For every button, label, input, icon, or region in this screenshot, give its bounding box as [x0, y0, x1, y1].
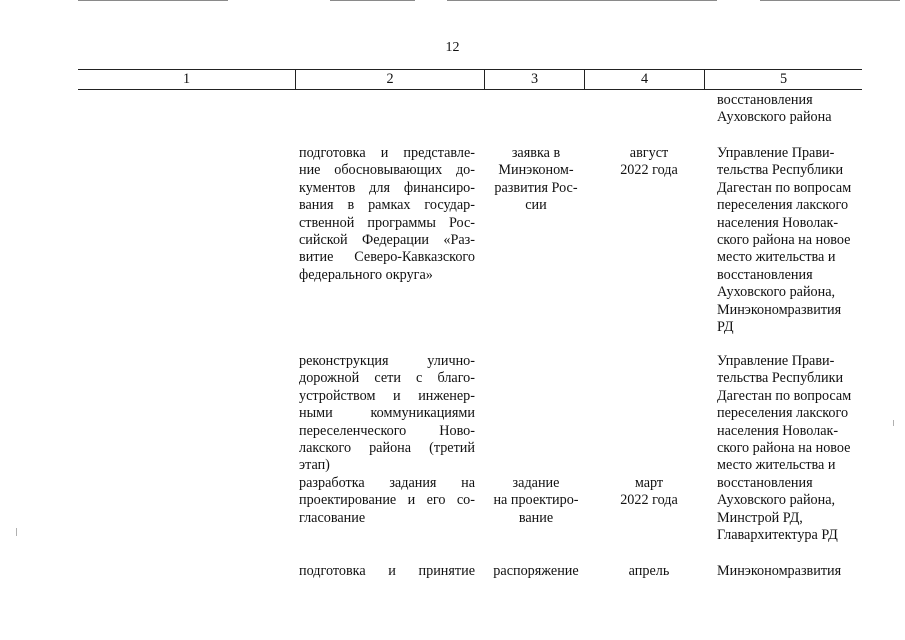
- text-line: федерального округа»: [299, 266, 433, 283]
- text-line: переселения лакского: [717, 197, 849, 214]
- text-line: кументов для финансиро-: [299, 179, 475, 196]
- text-line: проектирование и его со-: [299, 492, 475, 509]
- scan-mark: [893, 420, 894, 426]
- text-line: устройством и инженер-: [299, 387, 475, 404]
- text-line: подготовка и принятие: [299, 563, 475, 579]
- text-line: витие Северо-Кавказского: [299, 249, 475, 266]
- text-line: на проектиро-: [493, 492, 579, 509]
- text-line: вание: [518, 509, 554, 526]
- scan-mark: [16, 528, 17, 536]
- text-line: восстановления: [717, 266, 813, 283]
- row-4-activity: [299, 563, 475, 580]
- text-line: ского района на новое: [717, 440, 851, 457]
- text-line: дорожной сети с благо-: [299, 370, 475, 387]
- text-line: этап): [299, 457, 330, 474]
- table-header-row: [78, 69, 862, 90]
- text-line: вания в рамках государ-: [299, 197, 475, 214]
- header-col-1: 1: [182, 71, 191, 87]
- text-line: ственной программы Рос-: [299, 214, 475, 231]
- text-line: населения Новолак-: [717, 422, 839, 439]
- text-line: населения Новолак-: [717, 214, 839, 231]
- row-1-activity: [299, 145, 475, 284]
- text-line: переселения лакского: [717, 405, 849, 422]
- text-line: Главархитектура РД: [717, 527, 838, 544]
- text-line: Ауховского района: [717, 109, 832, 126]
- text-line: Минэкономразвития: [717, 563, 842, 579]
- text-line: лакского района (третий: [299, 440, 475, 457]
- text-line: подготовка и представле-: [299, 145, 475, 161]
- row-3-document: [486, 475, 586, 527]
- text-line: ского района на новое: [717, 232, 851, 249]
- text-line: разработка задания на: [299, 475, 475, 491]
- row-2-responsible: [717, 353, 867, 544]
- text-line: ние обосновывающих до-: [299, 162, 475, 179]
- text-line: 2022 года: [620, 162, 678, 179]
- header-col-5: 5: [779, 71, 788, 87]
- text-line: тельства Республики: [717, 370, 844, 387]
- text-line: Ауховского района,: [717, 492, 836, 509]
- text-line: Управление Прави-: [717, 353, 835, 369]
- top-edge-rule: [447, 0, 717, 1]
- text-line: РД: [717, 319, 734, 336]
- text-line: место жительства и: [717, 457, 836, 474]
- text-line: распоряжение: [493, 563, 579, 579]
- row-3-deadline: [599, 475, 699, 510]
- row-2-activity: [299, 353, 475, 475]
- text-line: развития Рос-: [494, 179, 578, 196]
- text-line: 2022 года: [620, 492, 678, 509]
- text-line: место жительства и: [717, 249, 836, 266]
- text-line: сийской Федерации «Раз-: [299, 232, 475, 249]
- text-line: Минстрой РД,: [717, 509, 803, 526]
- top-edge-rule: [330, 0, 415, 1]
- text-line: гласование: [299, 509, 366, 526]
- page-number: 12: [445, 40, 460, 55]
- top-edge-rule: [760, 0, 900, 1]
- header-col-4: 4: [640, 71, 649, 87]
- row-1-document: [486, 145, 586, 215]
- text-line: ными коммуникациями: [299, 405, 475, 422]
- header-col-3: 3: [530, 71, 539, 87]
- text-line: Дагестан по вопросам: [717, 179, 852, 196]
- row-4-responsible: [717, 563, 867, 580]
- text-line: заявка в: [511, 145, 561, 161]
- text-line: тельства Республики: [717, 162, 844, 179]
- text-line: март: [634, 475, 664, 491]
- row-3-activity: [299, 475, 475, 527]
- text-line: переселенческого Ново-: [299, 422, 475, 439]
- row-4-deadline: [599, 563, 699, 580]
- row-1-deadline: [599, 145, 699, 180]
- text-line: задание: [512, 475, 560, 491]
- row-0-responsible: [717, 92, 867, 127]
- text-line: Ауховского района,: [717, 284, 836, 301]
- text-line: сии: [525, 197, 547, 214]
- header-col-2: 2: [386, 71, 394, 87]
- text-line: восстановления: [717, 474, 813, 491]
- row-1-responsible: [717, 145, 867, 336]
- text-line: Дагестан по вопросам: [717, 387, 852, 404]
- text-line: восстановления: [717, 92, 813, 108]
- text-line: Управление Прави-: [717, 145, 835, 161]
- top-edge-rule: [78, 0, 228, 1]
- row-4-document: [481, 563, 591, 580]
- text-line: август: [629, 145, 669, 161]
- text-line: Минэконом-: [498, 162, 574, 179]
- text-line: апрель: [628, 563, 670, 579]
- text-line: Минэкономразвития: [717, 301, 842, 318]
- text-line: реконструкция улично-: [299, 353, 475, 369]
